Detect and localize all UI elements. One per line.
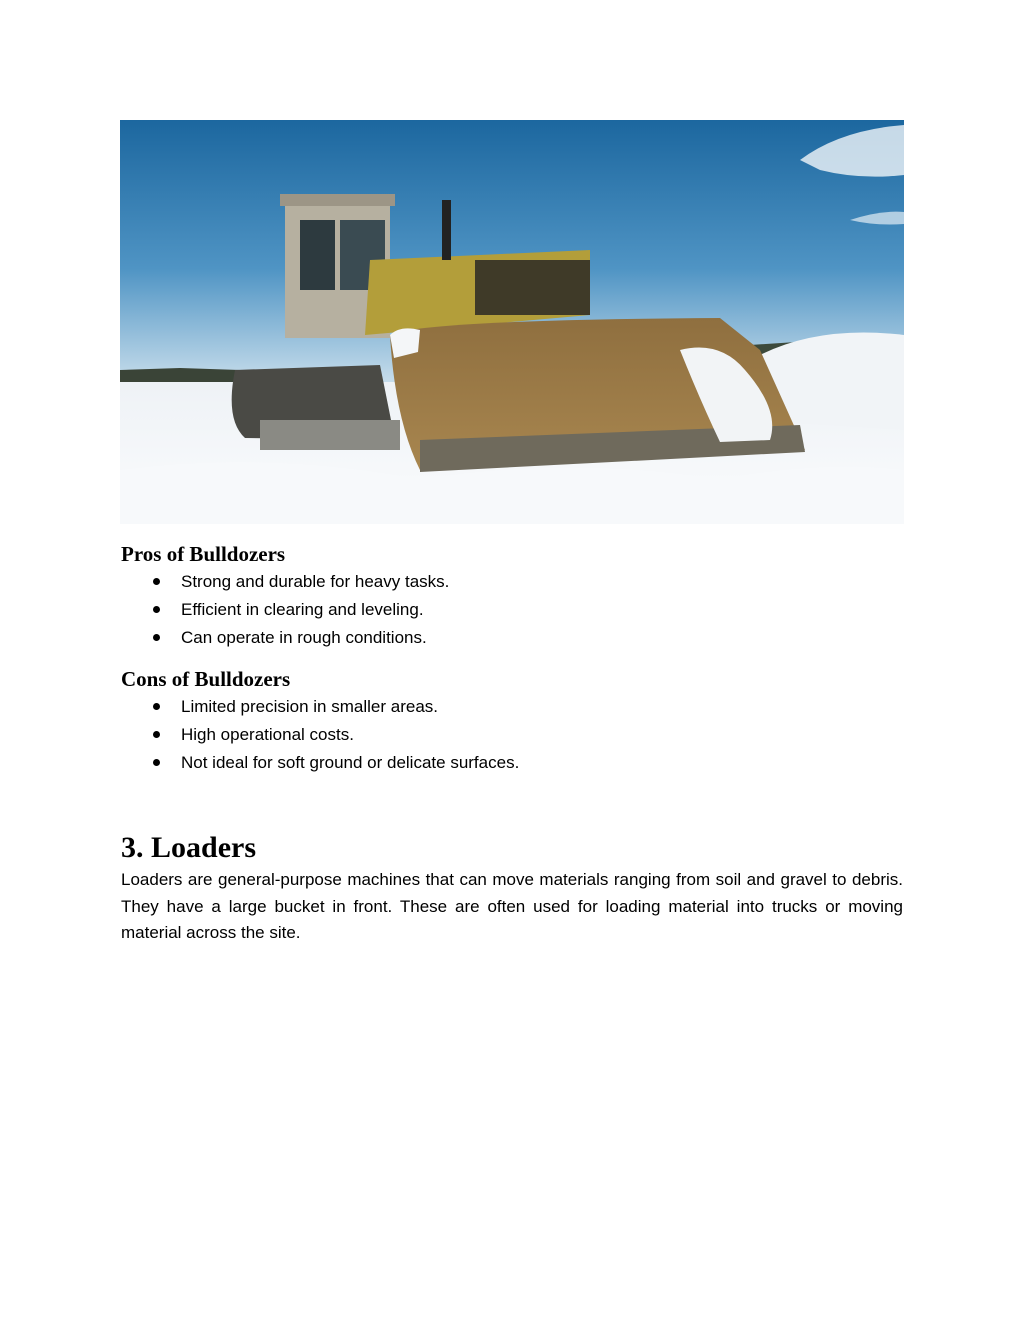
bullet-icon <box>153 759 160 766</box>
bullet-icon <box>153 731 160 738</box>
bullet-icon <box>153 703 160 710</box>
bullet-icon <box>153 634 160 641</box>
document-page: Pros of Bulldozers Strong and durable for heavy tasks. Efficient in clearing and leveling. Can operate in rough conditions. Cons of Bulldozers Limited precision in smaller areas. High operational costs. Not ideal for soft ground or delicate surfaces. 3. Loaders Loaders are general-purpose machines that can move materials ranging from soil and gravel to debris. They have a large bucket in front. These are often used for loading material into trucks or moving material across the site. <box>0 0 1024 1325</box>
loaders-paragraph: Loaders are general-purpose machines that can move materials ranging from soil and gravel to debris. They have a large bucket in front. These are often used for loading material into trucks or moving material across the site. <box>121 870 903 942</box>
section-heading-loaders: 3. Loaders <box>121 831 256 864</box>
pros-heading: Pros of Bulldozers <box>121 542 286 566</box>
cons-heading: Cons of Bulldozers <box>121 667 291 691</box>
bullet-icon <box>153 606 160 613</box>
bullet-icon <box>153 578 160 585</box>
bulldozer-photo <box>120 120 904 524</box>
